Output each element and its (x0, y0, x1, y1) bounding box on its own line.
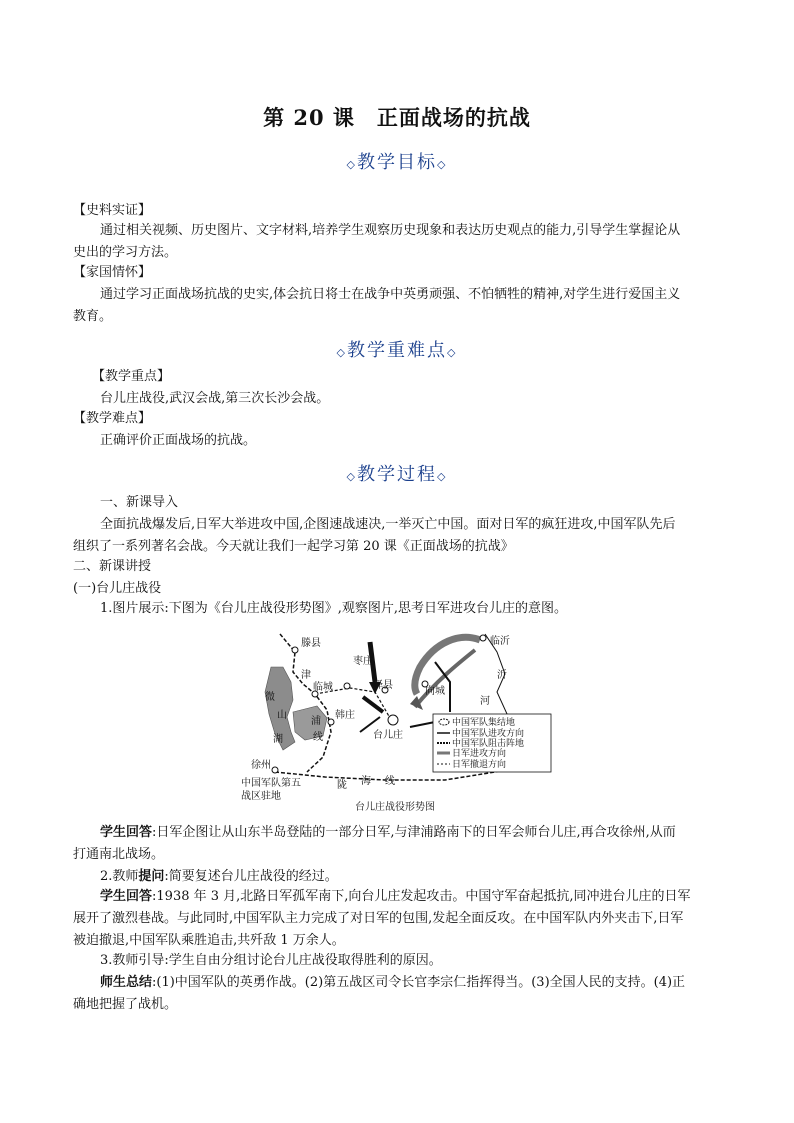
paragraph-line (100, 972, 721, 994)
section-title: 教学过程 (357, 464, 437, 485)
paragraph-line: 通过学习正面战场抗战的史实,体会抗日将士在战争中英勇顽强、不怕牺牲的精神,对学生进行爱国主义 (100, 287, 681, 302)
town-marker (344, 683, 350, 689)
subheading: (一)台儿庄战役 (73, 581, 162, 596)
place-label: 浦 (311, 716, 321, 727)
paragraph-line: 教育。 (73, 309, 113, 324)
paragraph-line: 被迫撤退,中国军队乘胜追击,共歼敌 1 万余人。 (73, 933, 345, 948)
town-marker (272, 767, 278, 773)
place-label: 战区驻地 (241, 791, 281, 800)
text-run: :日军企图让从山东半岛登陆的一部分日军,与津浦路南下的日军会师台儿庄,再合攻徐州,从而 (152, 825, 676, 840)
text-run: 2.教师 (100, 869, 139, 884)
lesson-title: 第 20 课 正面战场的抗战 (263, 105, 531, 130)
town-marker (292, 647, 298, 653)
place-label: 台儿庄 (373, 730, 403, 741)
bold-label: 学生回答 (100, 889, 153, 904)
place-label: 海 (361, 776, 371, 787)
place-label: 河 (480, 696, 490, 707)
paragraph-line: 3.教师引导:学生自由分组讨论台儿庄战役取得胜利的原因。 (100, 953, 442, 968)
legend-label: 中国军队阻击阵地 (452, 739, 525, 749)
legend-label: 日军撤退方向 (452, 760, 507, 770)
place-label: 枣庄 (353, 656, 373, 667)
paragraph-line (100, 866, 721, 888)
map-legend (433, 714, 551, 772)
section-heading-key-points (0, 336, 794, 362)
diamond-icon: ◇ (437, 470, 448, 483)
diamond-icon: ◇ (437, 158, 448, 171)
text-run: :简要复述台儿庄战役的经过。 (164, 869, 338, 884)
tag-key-point: 【教学重点】 (92, 369, 171, 384)
section-title: 教学目标 (357, 152, 437, 173)
section-heading-objectives (0, 148, 794, 174)
town-marker (480, 635, 486, 641)
place-label: 徐州 (251, 760, 271, 771)
paragraph-line: 1.图片展示:下图为《台儿庄战役形势图》,观察图片,思考日军进攻台儿庄的意图。 (100, 601, 568, 616)
taierzhuang-battle-map (235, 622, 565, 800)
town-marker (388, 715, 398, 725)
place-label: 津 (301, 670, 311, 681)
diamond-icon: ◇ (336, 346, 347, 359)
paragraph-line: 史出的学习方法。 (73, 245, 178, 260)
legend-label: 中国军队进攻方向 (452, 729, 525, 739)
paragraph-line: 台儿庄战役,武汉会战,第三次长沙会战。 (100, 391, 330, 406)
paragraph-line (100, 886, 721, 908)
place-label: 线 (385, 776, 395, 787)
paragraph-line: 全面抗战爆发后,日军大举进攻中国,企图速战速决,一举灭亡中国。面对日军的疯狂进攻,中国军队先后 (100, 517, 676, 532)
paragraph-line (100, 822, 721, 844)
text-run: :1938 年 3 月,北路日军孤军南下,向台儿庄发起攻击。中国守军奋起抵抗,同冲进台儿庄的日军 (152, 889, 691, 904)
section-title: 教学重难点 (347, 340, 447, 361)
place-label: 峄县 (373, 680, 393, 691)
diamond-icon: ◇ (346, 158, 357, 171)
place-label: 临沂 (490, 636, 510, 647)
place-label: 沂 (497, 670, 507, 681)
paragraph-line: 正确评价正面战场的抗战。 (100, 433, 257, 448)
bold-label: 学生回答 (100, 825, 153, 840)
tag-difficulty: 【教学难点】 (73, 411, 152, 426)
paragraph-line: 打通南北战场。 (73, 847, 165, 862)
place-label: 滕县 (301, 638, 321, 649)
bold-label: 师生总结 (100, 975, 153, 990)
place-label: 韩庄 (335, 710, 355, 721)
place-label: 微 (265, 692, 275, 703)
section-heading-process (0, 460, 794, 486)
chinese-attack-arrow (363, 697, 383, 712)
paragraph-line: 确地把握了战机。 (73, 997, 178, 1012)
paragraph-line: 通过相关视频、历史图片、文字材料,培养学生观察历史现象和表达历史观点的能力,引导学生掌握论从 (100, 223, 681, 238)
diamond-icon: ◇ (447, 346, 458, 359)
place-label: 临城 (313, 682, 333, 693)
paragraph-line: 展开了激烈巷战。与此同时,中国军队主力完成了对日军的包围,发起全面反攻。在中国军队内外夹击下,日军 (73, 911, 684, 926)
chinese-attack-arrow (410, 722, 435, 727)
legend-label: 日军进攻方向 (452, 749, 507, 759)
tag-patriotism: 【家国情怀】 (73, 265, 152, 280)
subheading: 二、新课讲授 (73, 559, 152, 574)
subheading: 一、新课导入 (100, 495, 179, 510)
place-label: 线 (313, 732, 323, 743)
place-label: 向城 (425, 686, 445, 697)
diamond-icon: ◇ (346, 470, 357, 483)
place-label: 中国军队第五 (241, 778, 301, 789)
tag-evidence: 【史料实证】 (73, 203, 152, 218)
text-run: :(1)中国军队的英勇作战。(2)第五战区司令长官李宗仁指挥得当。(3)全国人民的支持。(4)正 (152, 975, 686, 990)
legend-label: 中国军队集结地 (452, 718, 516, 728)
map-caption: 台儿庄战役形势图 (355, 802, 435, 813)
place-label: 湖 (273, 734, 283, 745)
place-label: 陇 (337, 780, 347, 791)
paragraph-line: 组织了一系列著名会战。今天就让我们一起学习第 20 课《正面战场的抗战》 (73, 539, 514, 554)
bold-label: 提问 (138, 869, 165, 884)
town-marker (328, 719, 334, 725)
place-label: 山 (277, 710, 287, 721)
